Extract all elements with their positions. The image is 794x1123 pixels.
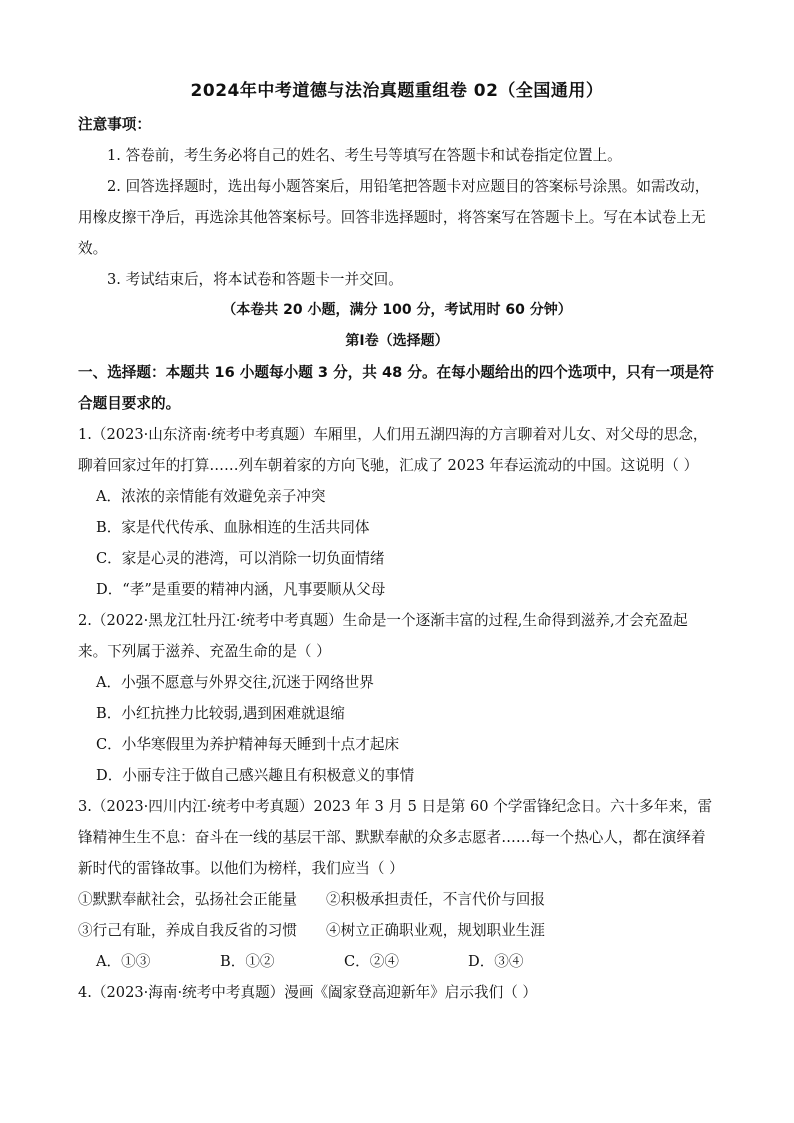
option-a: A．浓浓的亲情能有效避免亲子冲突 bbox=[96, 488, 326, 505]
exam-info: （本卷共 20 小题，满分 100 分，考试用时 60 分钟） bbox=[222, 302, 572, 318]
question-2 bbox=[78, 605, 716, 791]
page-title: 2024年中考道德与法治真题重组卷 02（全国通用） bbox=[190, 81, 604, 101]
notice-item: 1. 答卷前，考生务必将自己的姓名、考生号等填写在答题卡和试卷指定位置上。 bbox=[107, 147, 622, 164]
notice-item: 2. 回答选择题时，选出每小题答案后，用铅笔把答题卡对应题目的答案标号涂黑。如需改动，用橡皮擦干净后，再选涂其他答案标号。回答非选择题时，将答案写在答题卡上。写在本试卷上无效。 bbox=[78, 178, 710, 257]
part-title: 第Ⅰ卷（选择题） bbox=[345, 333, 449, 349]
question-stem: 1.（2023·山东济南·统考中考真题）车厢里，人们用五湖四海的方言聊着对儿女、对父母的思念，聊着回家过年的打算……列车朝着家的方向飞驰，汇成了 2023 年春运流动的中国。这说明（ ） bbox=[78, 426, 708, 474]
section-heading: 一、选择题：本题共 16 小题每小题 3 分，共 48 分。在每小题给出的四个选项中，只有一项是符合题目要求的。 bbox=[78, 364, 714, 412]
choice-4: ④树立正确职业观，规划职业生涯 bbox=[326, 922, 545, 939]
option-a: A．①③ bbox=[96, 953, 151, 970]
question-stem: 3.（2023·四川内江·统考中考真题）2023 年 3 月 5 日是第 60 个学雷锋纪念日。六十多年来，雷锋精神生生不息：奋斗在一线的基层干部、默默奉献的众多志愿者……每一个热心人，都在演绎着新时代的雷锋故事。以他们为榜样，我们应当（ ） bbox=[78, 798, 713, 877]
choice-3: ③行己有耻，养成自我反省的习惯 bbox=[78, 922, 297, 939]
option-b: B．家是代代传承、血脉相连的生活共同体 bbox=[96, 519, 370, 536]
option-d: D．小丽专注于做自己感兴趣且有积极意义的事情 bbox=[96, 767, 415, 784]
question-stem: 4.（2023·海南·统考中考真题）漫画《阖家登高迎新年》启示我们（ ） bbox=[78, 984, 538, 1001]
option-a: A．小强不愿意与外界交往,沉迷于网络世界 bbox=[96, 674, 374, 691]
choice-2: ②积极承担责任，不言代价与回报 bbox=[326, 891, 545, 908]
notice-item: 3. 考试结束后，将本试卷和答题卡一并交回。 bbox=[107, 271, 403, 288]
option-b: B．①② bbox=[220, 953, 275, 970]
option-c: C．小华寒假里为养护精神每天睡到十点才起床 bbox=[96, 736, 400, 753]
choice-row bbox=[78, 915, 716, 946]
answer-options bbox=[78, 946, 716, 977]
notice-heading: 注意事项： bbox=[78, 116, 151, 133]
question-3 bbox=[78, 791, 716, 977]
option-c: C．家是心灵的港湾，可以消除一切负面情绪 bbox=[96, 550, 385, 567]
question-4 bbox=[78, 977, 716, 1008]
choice-row bbox=[78, 884, 716, 915]
option-d: D．“孝”是重要的精神内涵，凡事要顺从父母 bbox=[96, 581, 386, 598]
option-c: C．②④ bbox=[344, 953, 399, 970]
question-1 bbox=[78, 419, 716, 605]
option-d: D．③④ bbox=[468, 953, 524, 970]
choice-1: ①默默奉献社会，弘扬社会正能量 bbox=[78, 891, 297, 908]
option-b: B．小红抗挫力比较弱,遇到困难就退缩 bbox=[96, 705, 345, 722]
question-stem: 2.（2022·黑龙江牡丹江·统考中考真题）生命是一个逐渐丰富的过程,生命得到滋养,才会充盈起来。下列属于滋养、充盈生命的是（ ） bbox=[78, 612, 688, 660]
